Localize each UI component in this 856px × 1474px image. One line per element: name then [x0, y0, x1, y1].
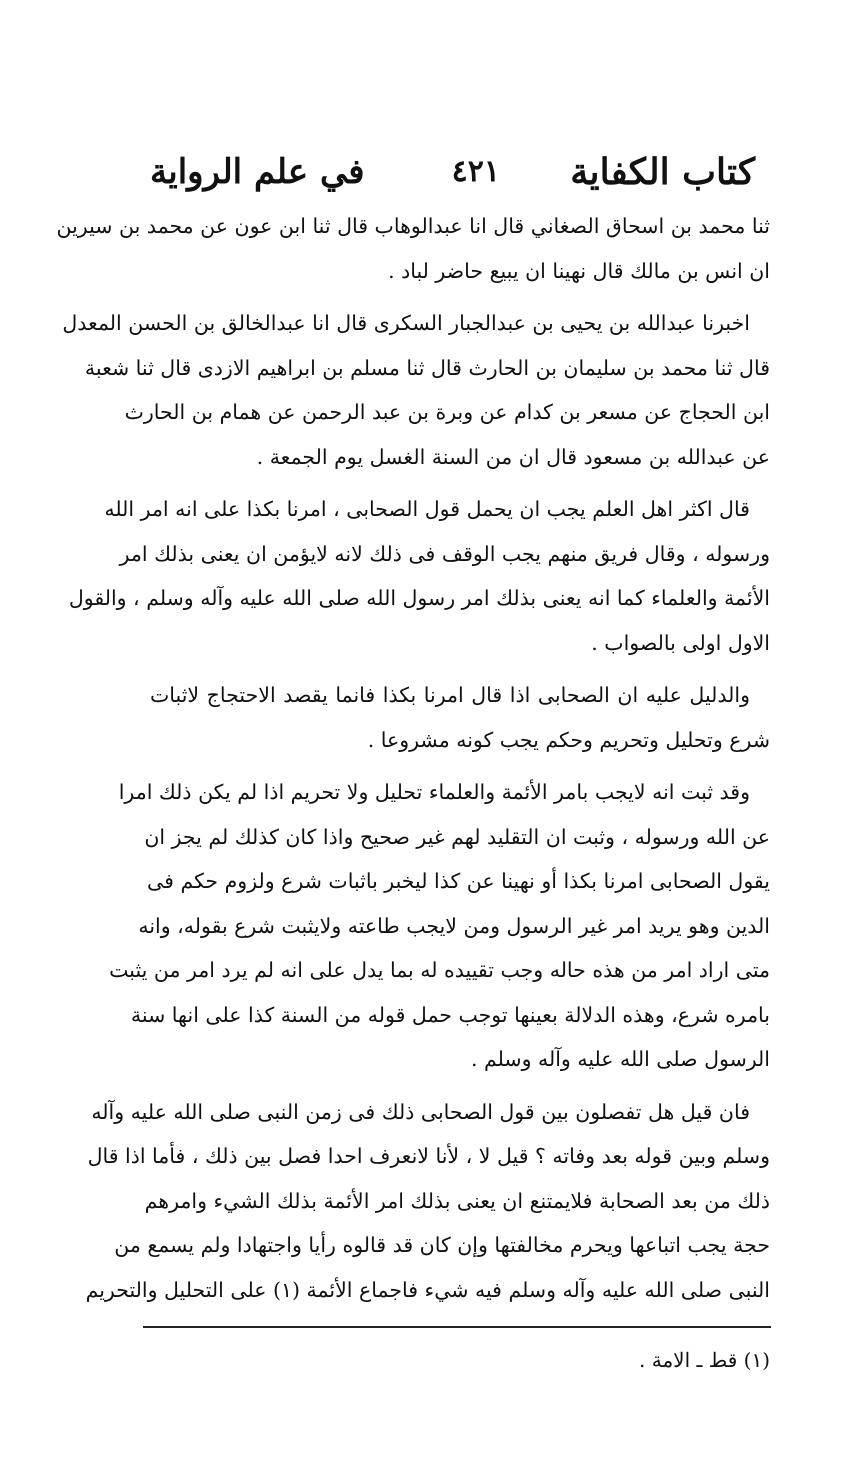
text-line: متى اراد امر من هذه حاله وجب تقييده له بما يدل على انه لم يرد امر من يثبت [109, 958, 770, 982]
paragraph [68, 487, 770, 665]
text-line: ابن الحجاج عن مسعر بن كدام عن وبرة بن عبد الرحمن عن همام بن الحارث [124, 400, 770, 424]
text-line: ثنا محمد بن اسحاق الصغاني قال انا عبدالوهاب قال ثنا ابن عون عن محمد بن سيرين [56, 214, 770, 238]
text-line: ان انس بن مالك قال نهينا ان يبيع حاضر لباد . [388, 258, 770, 283]
text-line: الأئمة والعلماء كما انه يعنى بذلك امر رسول الله صلى الله عليه وآله وسلم ، والقول [68, 586, 770, 610]
text-line: الرسول صلى الله عليه وآله وسلم . [470, 1047, 770, 1071]
text-line: وسلم وبين قوله بعد وفاته ؟ قيل لا ، لأنا لانعرف احدا فصل بين ذلك ، فأما اذا قال [87, 1144, 770, 1168]
text-line: قال ثنا محمد بن سليمان بن الحارث قال ثنا مسلم بن ابراهيم الازدى قال ثنا شعبة [84, 355, 770, 380]
paragraph [150, 673, 770, 762]
text-line: بامره شرع، وهذه الدلالة بعينها توجب حمل قوله من السنة كذا على انها سنة [130, 1002, 770, 1027]
book-title: كتاب الكفاية [570, 151, 755, 193]
text-line: اخبرنا عبدالله بن يحيى بن عبدالجبار السكرى قال انا عبدالخالق بن الحسن المعدل [62, 311, 750, 335]
text-line: قال اكثر اهل العلم يجب ان يحمل قول الصحابى ، امرنا بكذا على انه امر الله [104, 497, 750, 521]
running-header [150, 146, 755, 198]
paragraph [109, 770, 770, 1082]
text-line: وقد ثبت انه لايجب بامر الأئمة والعلماء تحليل ولا تحريم اذا لم يكن ذلك امرا [118, 780, 750, 804]
paragraph [56, 204, 770, 293]
text-line: عن عبدالله بن مسعود قال ان من السنة الغسل يوم الجمعة . [256, 444, 770, 469]
text-line: ورسوله ، وقال فريق منهم يجب الوقف فى ذلك لانه لايؤمن ان يعنى بذلك امر [119, 541, 770, 566]
text-line: عن الله ورسوله ، وثبت ان التقليد لهم غير صحيح واذا كان كذلك لم يجز ان [144, 824, 770, 849]
text-line: والدليل عليه ان الصحابى اذا قال امرنا بكذا فانما يقصد الاحتجاج لاثبات [150, 683, 750, 707]
body-text [56, 204, 770, 1312]
footnote-divider [143, 1326, 771, 1328]
footnote: (١) قط ـ الامة . [639, 1348, 770, 1372]
text-line: ذلك من بعد الصحابة فلايمتنع ان يعنى بذلك امر الأئمة بذلك الشيء وامرهم [144, 1188, 770, 1213]
text-line: النبى صلى الله عليه وآله وسلم فيه شيء فاجماع الأئمة (١) على التحليل والتحريم [85, 1277, 770, 1302]
text-line: الاول اولى بالصواب . [591, 630, 770, 655]
text-line: حجة يجب اتباعها ويحرم مخالفتها وإن كان قد قالوه رأيا واجتهادا ولم يسمع من [114, 1233, 770, 1257]
paragraph [85, 1090, 770, 1313]
paragraph [62, 301, 770, 479]
header-subject: في علم الرواية [150, 152, 365, 192]
text-line: الدين وهو يريد امر غير الرسول ومن لايجب طاعته ولايثبت شرع بقوله، وانه [138, 913, 770, 938]
page-number: ٤٢١ [451, 154, 500, 189]
text-line: يقول الصحابى امرنا بكذا أو نهينا عن كذا ليخبر باثبات شرع ولزوم حكم فى [147, 869, 770, 893]
text-line: شرع وتحليل وتحريم وحكم يجب كونه مشروعا . [367, 727, 770, 752]
text-line: فان قيل هل تفصلون بين قول الصحابى ذلك فى زمن النبى صلى الله عليه وآله [91, 1099, 750, 1124]
